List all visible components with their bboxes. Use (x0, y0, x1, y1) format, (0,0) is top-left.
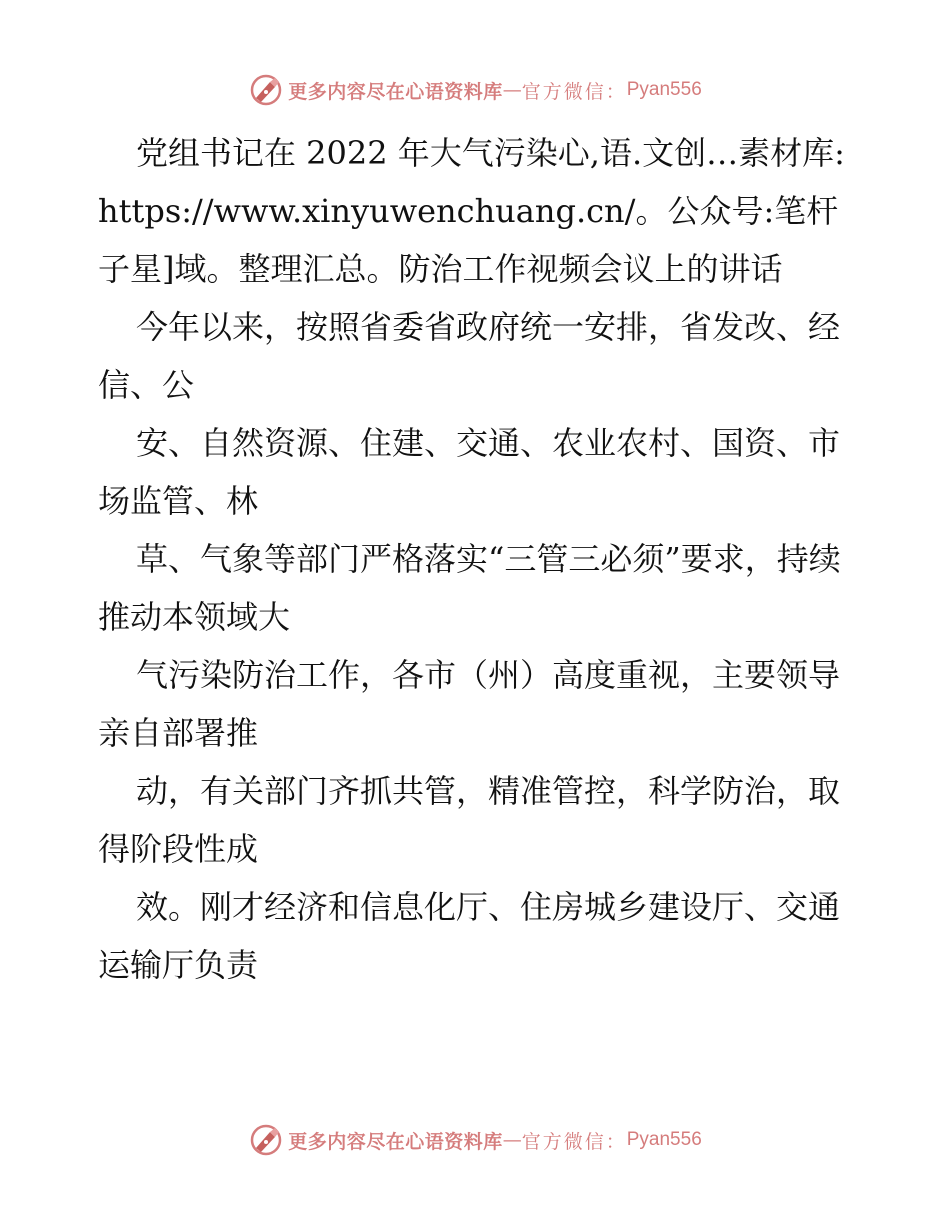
watermark-main-text: 更多内容尽在心语资料库 (288, 1130, 503, 1153)
watermark-wechat-id: Pyan556 (626, 79, 702, 100)
watermark-wechat-label: 官方微信： (521, 1130, 627, 1153)
paragraph: 效。刚才经济和信息化厅、住房城乡建设厅、交通运输厅负责 (98, 888, 841, 984)
document-body (98, 124, 858, 994)
paragraph: 动，有关部门齐抓共管，精准管控，科学防治，取得阶段性成 (98, 772, 841, 868)
watermark-dash: — (502, 79, 522, 101)
pen-nib-logo-icon (248, 1122, 284, 1158)
footer-watermark (0, 1120, 950, 1160)
watermark-wechat-label: 官方微信： (521, 80, 627, 103)
header-watermark (0, 70, 950, 110)
paragraph-title: 党组书记在 2022 年大气污染心,语.文创…素材库: https://www.xinyuwenchuang.cn/。公众号:笔杆子星]域。整理汇总。防治工作视频会议上的讲话 (98, 134, 845, 288)
watermark-main-text: 更多内容尽在心语资料库 (288, 80, 503, 103)
watermark-dash: — (502, 1129, 522, 1151)
paragraph: 安、自然资源、住建、交通、农业农村、国资、市场监管、林 (98, 424, 841, 520)
paragraph: 气污染防治工作，各市（州）高度重视，主要领导亲自部署推 (98, 656, 841, 752)
watermark-wechat-id: Pyan556 (626, 1129, 702, 1150)
paragraph: 今年以来，按照省委省政府统一安排，省发改、经信、公 (98, 308, 841, 404)
paragraph: 草、气象等部门严格落实“三管三必须”要求，持续推动本领域大 (98, 540, 841, 636)
pen-nib-logo-icon (248, 72, 284, 108)
